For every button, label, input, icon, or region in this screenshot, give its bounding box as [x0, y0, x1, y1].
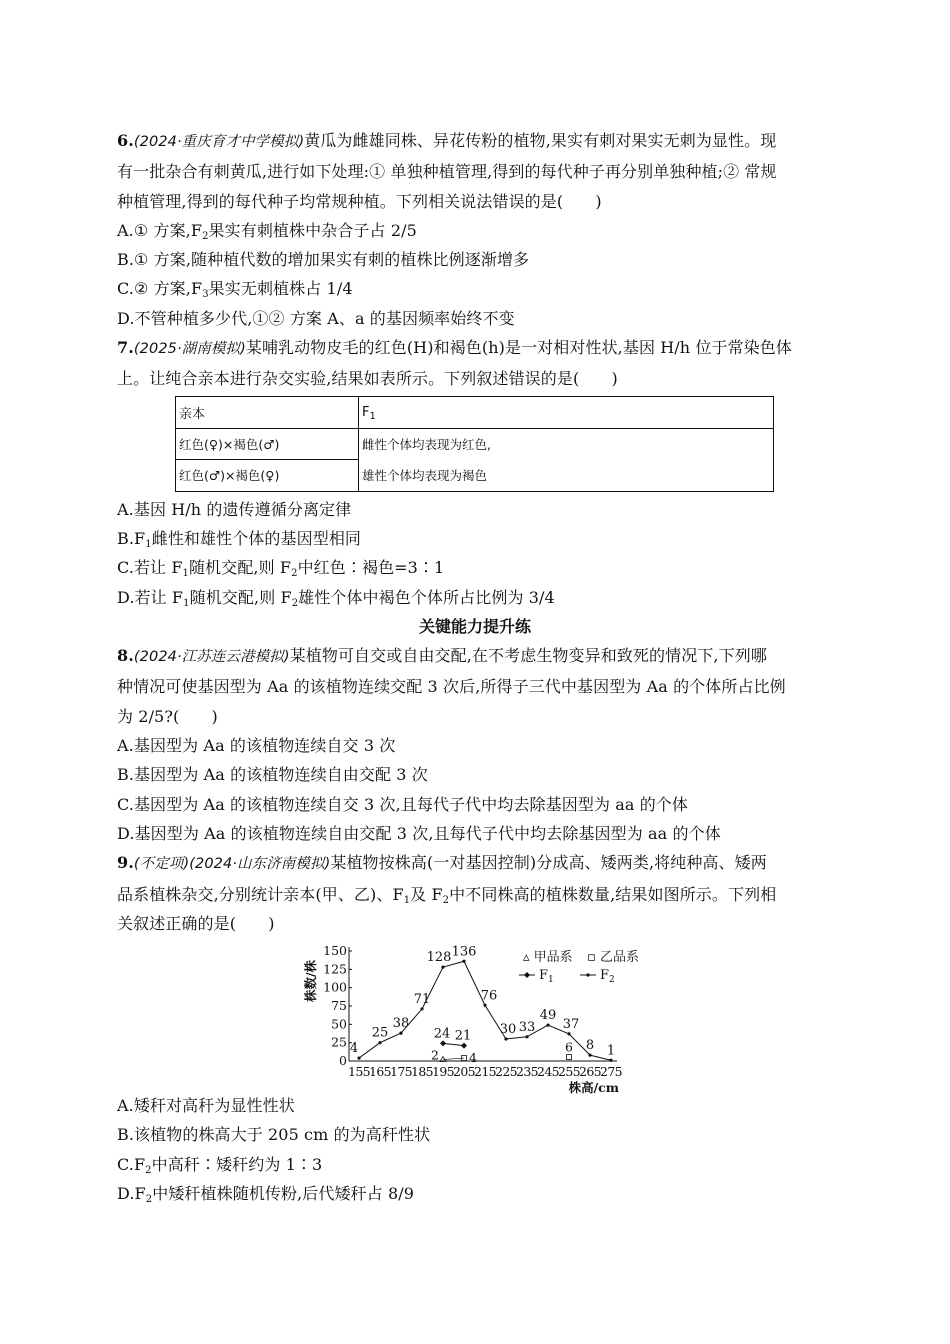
- y-tick-label: 75: [331, 998, 347, 1014]
- f2-data-label: 1: [606, 1043, 616, 1059]
- q6-option-a[interactable]: A.① 方案$,F_2$果实有刺植株中杂合子占 2/5: [117, 220, 417, 242]
- yi-data-label-2: 6: [565, 1039, 573, 1055]
- f2-data-label: 4: [349, 1041, 359, 1057]
- f2-data-label: 37: [562, 1016, 580, 1032]
- document-page: [117, 126, 833, 1208]
- table-header-parents: 亲本: [176, 396, 359, 428]
- y-axis-label: 株数/株: [303, 960, 318, 1003]
- f2-data-label: 136: [451, 944, 477, 960]
- x-tick-label: 175: [389, 1064, 413, 1080]
- jia-data-label: 2: [431, 1047, 439, 1063]
- x-tick-label: 225: [494, 1064, 518, 1080]
- f2-point: [420, 1007, 423, 1010]
- q6-stem-line-1: 6.(2024·重庆育才中学模拟)黄瓜为雌雄同株、异花传粉的植物,果实有刺对果实无刺为显性。现: [117, 131, 777, 150]
- table-cell-cross-1: 红色(♀)×褐色(♂): [176, 428, 359, 460]
- q7-option-a[interactable]: A.基因 H/h 的遗传遵循分离定律: [117, 499, 352, 519]
- f2-point: [399, 1032, 402, 1035]
- q8-stem-line-3: 为 2/5?( ): [117, 706, 218, 726]
- legend-f2-marker: [586, 974, 589, 977]
- f1-data-label: 21: [454, 1028, 472, 1044]
- x-tick-label: 185: [410, 1064, 434, 1080]
- legend-yi: ▫ 乙品系: [587, 950, 639, 966]
- cross-result-table: [175, 396, 774, 492]
- x-tick-label: 275: [599, 1064, 623, 1080]
- f2-point: [462, 960, 465, 963]
- yi-data-label: 4: [469, 1050, 477, 1066]
- q7-option-d[interactable]: D.若让 $F_1$随机交配,则 $F_2$雄性个体中褐色个体所占比例为 3/4: [117, 587, 555, 609]
- f2-data-label: 8: [585, 1038, 595, 1054]
- f2-point: [609, 1059, 612, 1062]
- y-tick-label: 125: [323, 961, 347, 977]
- f2-data-label: 33: [518, 1019, 536, 1035]
- f2-data-label: 71: [413, 992, 431, 1008]
- table-header-row: [176, 396, 774, 428]
- q8-option-b[interactable]: B.基因型为 Aa 的该植物连续自由交配 3 次: [117, 765, 428, 785]
- x-axis-label: 株高/cm: [568, 1080, 619, 1096]
- x-tick-label: 265: [578, 1064, 602, 1080]
- y-tick-label: 50: [331, 1016, 347, 1032]
- q8-stem-line-2: 种情况可使基因型为 Aa 的该植物连续交配 3 次后,所得子三代中基因型为 Aa 的个体所占比例: [117, 677, 786, 697]
- q9-option-c[interactable]: $C.F_2$中高秆∶矮秆约为 1∶3: [117, 1154, 323, 1176]
- f2-data-label: 30: [499, 1022, 517, 1038]
- q7-stem-line-2: 上。让纯合亲本进行杂交实验,结果如表所示。下列叙述错误的是( ): [117, 369, 618, 389]
- x-tick-label: 195: [431, 1064, 455, 1080]
- q7-option-b[interactable]: $B.F_1$雌性和雄性个体的基因型相同: [117, 528, 362, 550]
- x-tick-label: 245: [536, 1064, 560, 1080]
- f2-point: [567, 1032, 570, 1035]
- q6-stem-line-2: 有一批杂合有刺黄瓜,进行如下处理:① 单独种植管理,得到的每代种子再分别单独种植;② 常规: [117, 162, 777, 182]
- table-header-f1: $F_1$: [359, 396, 774, 428]
- x-tick-label: 235: [515, 1064, 539, 1080]
- f2-point: [588, 1054, 591, 1057]
- f2-point: [525, 1035, 528, 1038]
- q8-number: 8: [117, 646, 129, 666]
- q8-source: (2024·江苏连云港模拟): [133, 649, 290, 666]
- f2-point: [441, 966, 444, 969]
- f2-data-label: 49: [539, 1008, 557, 1024]
- q7-source: (2025·湖南模拟): [133, 341, 246, 358]
- q7-option-c[interactable]: C.若让 $F_1$随机交配,则 $F_2$中红色∶褐色=3∶1: [117, 558, 445, 580]
- x-tick-label: 215: [473, 1064, 497, 1080]
- f2-data-label: 25: [371, 1025, 389, 1041]
- x-tick-label: 165: [368, 1064, 392, 1080]
- q8-option-d[interactable]: D.基因型为 Aa 的该植物连续自由交配 3 次,且每代子代中均去除基因型为 aa 的个体: [117, 823, 721, 843]
- f2-data-label: 38: [392, 1016, 410, 1032]
- x-tick-label: 205: [452, 1064, 476, 1080]
- y-tick-label: 0: [339, 1053, 347, 1069]
- table-cell-result: 雌性个体均表现为红色, 雄性个体均表现为褐色: [359, 428, 774, 491]
- f2-data-label: 76: [480, 988, 498, 1004]
- f1-data-label: 24: [433, 1026, 451, 1042]
- q6-option-d[interactable]: D.不管种植多少代,①② 方案 A、a 的基因频率始终不变: [117, 308, 515, 328]
- f2-point: [546, 1024, 549, 1027]
- q6-number: 6: [117, 131, 129, 150]
- q6-option-c[interactable]: C.② 方案$,F_3$果实无刺植株占 1/4: [117, 279, 353, 301]
- q8-option-c[interactable]: C.基因型为 Aa 的该植物连续自交 3 次,且每代子代中均去除基因型为 aa 的个体: [117, 794, 689, 814]
- y-tick-label: 25: [331, 1034, 347, 1050]
- plant-height-chart: [303, 943, 833, 1096]
- q9-source: (2024·山东济南模拟): [189, 856, 331, 873]
- q8-stem-line-1: 8.(2024·江苏连云港模拟)某植物可自交或自由交配,在不考虑生物变异和致死的情况下,下列哪: [117, 646, 767, 666]
- q9-option-b[interactable]: B.该植物的株高大于 205 cm 的为高秆性状: [117, 1125, 431, 1145]
- plant-height-chart-svg: [303, 943, 650, 1096]
- section-title: 关键能力提升练: [418, 616, 531, 636]
- parent-link-line: [443, 1058, 464, 1059]
- x-tick-label: 255: [557, 1064, 581, 1080]
- q9-stem-line-2: 品系植株杂交,分别统计亲本(甲、乙)、$F_1$及 $F_2$中不同株高的植株数量,结果如图所示。下列相: [117, 884, 777, 906]
- yi-point-2: [567, 1055, 572, 1060]
- table-row: [176, 428, 774, 460]
- q9-option-d[interactable]: $D.F_2$中矮秆植株随机传粉,后代矮秆占 8/9: [117, 1184, 415, 1206]
- x-tick-label: 155: [347, 1064, 371, 1080]
- f2-point: [504, 1038, 507, 1041]
- f2-point: [483, 1004, 486, 1007]
- q9-stem-line-1: 9.(不定项)(2024·山东济南模拟)某植物按株高(一对基因控制)分成高、矮两类,将纯种高、矮两: [117, 853, 767, 873]
- f2-data-label: 128: [426, 950, 452, 966]
- table-cell-cross-2: 红色(♂)×褐色(♀): [176, 460, 359, 492]
- q9-source-type: (不定项): [133, 856, 190, 873]
- q6-stem-line-3: 种植管理,得到的每代种子均常规种植。下列相关说法错误的是( ): [117, 191, 602, 211]
- legend-f1-label: $F_1$: [539, 968, 554, 986]
- q6-source: (2024·重庆育才中学模拟): [133, 134, 305, 150]
- f1-series-line: [443, 1044, 464, 1046]
- legend-f2-label: $F_2$: [600, 968, 615, 986]
- y-tick-label: 150: [323, 943, 347, 959]
- q7-number: 7: [117, 338, 129, 358]
- legend-jia: ▵ 甲品系: [523, 950, 573, 966]
- q9-option-a[interactable]: A.矮秆对高秆为显性性状: [117, 1096, 295, 1116]
- q8-option-a[interactable]: A.基因型为 Aa 的该植物连续自交 3 次: [117, 736, 396, 756]
- y-tick-label: 100: [323, 979, 347, 995]
- legend-f1-marker: [524, 972, 530, 978]
- q7-stem-line-1: 7.(2025·湖南模拟)某哺乳动物皮毛的红色(H)和褐色(h)是一对相对性状,基因 H/h 位于常染色体: [117, 338, 792, 358]
- q9-stem-line-3: 关叙述正确的是( ): [117, 913, 275, 933]
- q9-number: 9: [117, 853, 129, 873]
- q6-option-b[interactable]: B.① 方案,随种植代数的增加果实有刺的植株比例逐渐增多: [117, 250, 530, 270]
- f2-point: [378, 1041, 381, 1044]
- f2-point: [357, 1057, 360, 1060]
- f2-series-line: [359, 961, 611, 1060]
